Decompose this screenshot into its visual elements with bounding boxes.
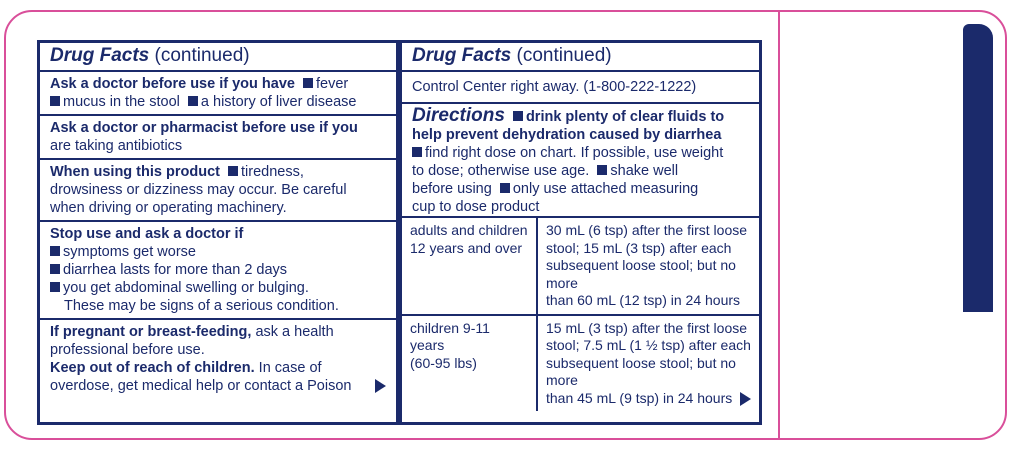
pregnant-text: ask a health xyxy=(251,324,334,340)
dosing-row xyxy=(402,315,759,412)
ask-doctor-item: mucus in the stool xyxy=(63,94,180,110)
dosing-who-cell xyxy=(402,217,537,315)
dosing-amount: than 60 mL (12 tsp) in 24 hours xyxy=(546,292,741,308)
header-title: Drug Facts xyxy=(50,45,150,66)
ask-doctor-title: Ask a doctor before use if you have xyxy=(50,76,295,92)
when-using-text: tiredness, xyxy=(241,164,304,180)
when-using-section xyxy=(40,160,396,222)
stop-use-title: Stop use and ask a doctor if xyxy=(50,226,244,242)
bullet-icon xyxy=(303,78,313,88)
navy-color-band xyxy=(963,24,993,312)
bullet-icon xyxy=(50,264,60,274)
dosing-who-cell xyxy=(402,315,537,412)
control-center-section xyxy=(402,72,759,104)
panel-header xyxy=(402,43,759,72)
dosing-who: adults and children xyxy=(410,222,528,238)
directions-text: cup to dose product xyxy=(412,199,540,215)
dosing-table xyxy=(402,216,759,411)
ask-pharmacist-title: Ask a doctor or pharmacist before use if you xyxy=(50,120,358,136)
bullet-icon xyxy=(188,96,198,106)
drug-facts-left-panel xyxy=(37,40,399,425)
control-center-text: Control Center right away. (1-800-222-1222) xyxy=(412,79,697,95)
directions-text: drink plenty of clear fluids to xyxy=(525,109,725,125)
bullet-icon xyxy=(500,183,510,193)
keep-out-title: Keep out of reach of children. xyxy=(50,360,255,376)
directions-text: before using xyxy=(412,181,492,197)
bullet-icon xyxy=(50,282,60,292)
fold-line xyxy=(778,10,780,440)
dosing-amount: 30 mL (6 tsp) after the first loose xyxy=(546,222,748,238)
stop-use-item-cont: These may be signs of a serious condition. xyxy=(64,298,339,314)
ask-pharmacist-text: are taking antibiotics xyxy=(50,138,183,154)
drug-facts-right-panel xyxy=(399,40,762,425)
dosing-amount: stool; 15 mL (3 tsp) after each xyxy=(546,239,732,256)
bullet-icon xyxy=(513,111,523,121)
dosing-amount: subsequent loose stool; but no more xyxy=(546,257,736,291)
directions-title: Directions xyxy=(412,105,505,126)
dosing-who: children 9-11 years xyxy=(410,319,490,353)
keep-out-text: In case of xyxy=(254,360,322,376)
stop-use-section xyxy=(40,222,396,320)
dosing-amount: 15 mL (3 tsp) after the first loose xyxy=(546,319,748,336)
directions-text: only use attached measuring xyxy=(512,181,699,197)
pregnant-title: If pregnant or breast-feeding, xyxy=(50,324,252,340)
dosing-who: 12 years and over xyxy=(410,239,523,256)
pregnancy-section xyxy=(40,320,396,398)
dosing-amount-cell xyxy=(537,315,759,412)
bullet-icon xyxy=(228,166,238,176)
dosing-who: (60-95 lbs) xyxy=(410,354,477,371)
bullet-icon xyxy=(50,96,60,106)
header-continued: (continued) xyxy=(149,45,250,66)
directions-text: find right dose on chart. If possible, use weight xyxy=(425,145,724,161)
bullet-icon xyxy=(50,246,60,256)
bullet-icon xyxy=(412,147,422,157)
ask-doctor-item: fever xyxy=(316,76,349,92)
panel-header xyxy=(40,43,396,72)
keep-out-text: overdose, get medical help or contact a Poison xyxy=(50,378,352,394)
dosing-amount-cell xyxy=(537,217,759,315)
ask-doctor-section xyxy=(40,72,396,116)
header-title: Drug Facts xyxy=(412,45,512,66)
dosing-row xyxy=(402,217,759,315)
continue-arrow-icon xyxy=(375,379,386,393)
continue-arrow-icon xyxy=(740,392,751,406)
directions-section xyxy=(402,104,759,216)
pregnant-text: professional before use. xyxy=(50,342,205,358)
bullet-icon xyxy=(597,165,607,175)
stop-use-item: symptoms get worse xyxy=(63,244,196,260)
dosing-amount: subsequent loose stool; but no more xyxy=(546,354,736,388)
dosing-amount: than 45 mL (9 tsp) in 24 hours xyxy=(546,389,733,406)
directions-text: to dose; otherwise use age. xyxy=(412,163,590,179)
header-continued: (continued) xyxy=(511,45,612,66)
ask-doctor-item: a history of liver disease xyxy=(200,94,357,110)
directions-text: help prevent dehydration caused by diarrhea xyxy=(412,127,722,143)
stop-use-item: you get abdominal swelling or bulging. xyxy=(63,280,309,296)
when-using-title: When using this product xyxy=(50,164,220,180)
when-using-text: when driving or operating machinery. xyxy=(50,200,287,216)
when-using-text: drowsiness or dizziness may occur. Be careful xyxy=(50,182,347,198)
ask-pharmacist-section xyxy=(40,116,396,160)
dosing-amount: stool; 7.5 mL (1 ½ tsp) after each xyxy=(546,337,751,353)
stop-use-item: diarrhea lasts for more than 2 days xyxy=(63,262,288,278)
directions-text: shake well xyxy=(610,163,679,179)
